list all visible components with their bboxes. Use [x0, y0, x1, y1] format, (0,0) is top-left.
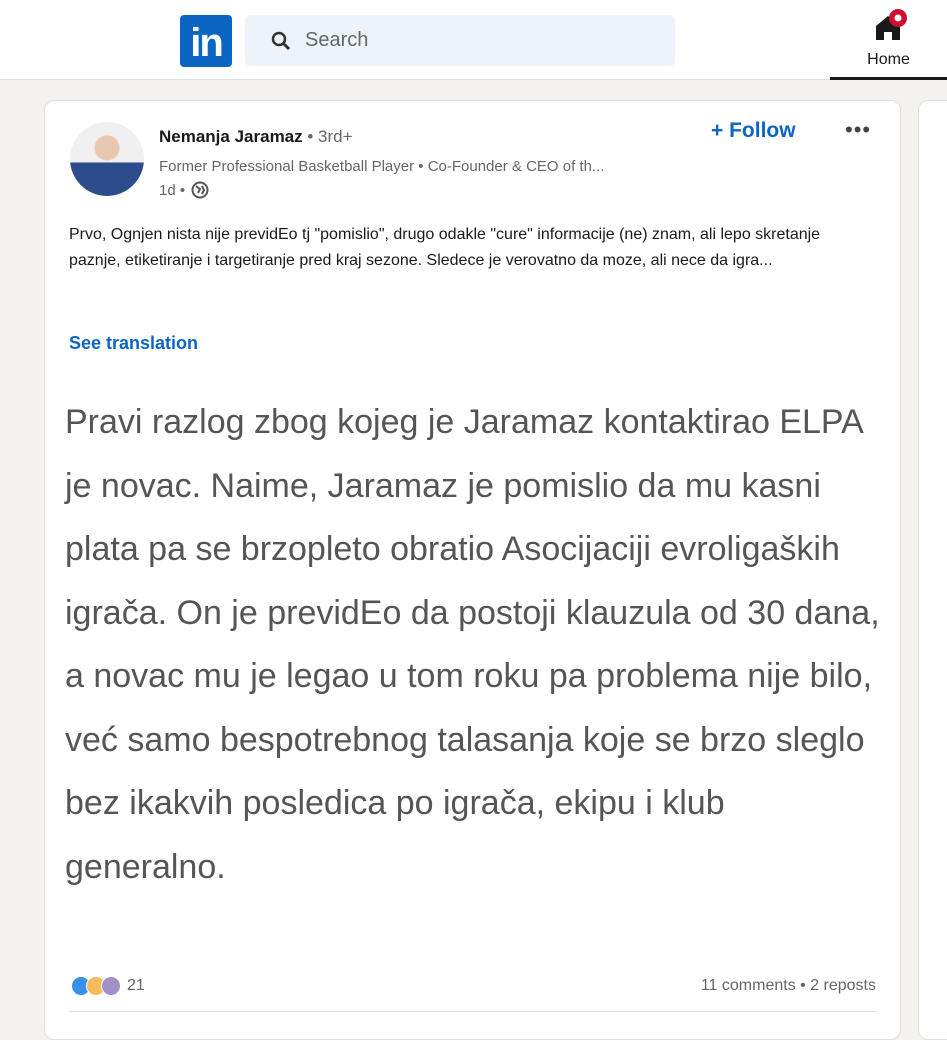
- connection-degree: • 3rd+: [307, 127, 353, 146]
- search-icon: [271, 31, 291, 51]
- post-meta: [159, 181, 209, 199]
- feed-post: [44, 100, 901, 1040]
- follow-button[interactable]: + Follow: [711, 119, 796, 142]
- divider: [69, 1011, 876, 1012]
- post-text: Prvo, Ognjen nista nije previdEo tj "pomislio", drugo odakle "cure" informacije (ne) znam, ali lepo skretanje paznje, etiketiranje i targetiranje pred kraj sezone. Sledece je verovatno da moze, ali nece da igra...: [69, 226, 821, 269]
- curious-reaction-icon: [101, 976, 121, 996]
- post-time: 1d •: [159, 181, 186, 199]
- reaction-count: 21: [127, 977, 145, 994]
- linkedin-logo[interactable]: in: [180, 15, 232, 67]
- nav-home[interactable]: [830, 0, 947, 80]
- avatar[interactable]: [70, 122, 144, 196]
- search-placeholder: Search: [305, 29, 369, 51]
- more-options-icon[interactable]: •••: [845, 117, 872, 142]
- author-name[interactable]: [159, 127, 353, 147]
- home-label: Home: [867, 51, 910, 68]
- home-icon: [874, 8, 908, 44]
- top-nav: [0, 0, 947, 80]
- author-headline: Former Professional Basketball Player • Co-Founder & CEO of th...: [159, 158, 605, 175]
- see-translation-link[interactable]: See translation: [69, 333, 199, 353]
- side-card: [918, 100, 947, 1040]
- author-name-text[interactable]: Nemanja Jaramaz: [159, 127, 303, 146]
- reactions-summary[interactable]: [71, 976, 145, 996]
- comments-reposts-count[interactable]: 11 comments • 2 reposts: [700, 977, 876, 994]
- post-image-text[interactable]: Pravi razlog zbog kojeg je Jaramaz kontaktirao ELPA je novac. Naime, Jaramaz je pomislio da mu kasni plata pa se brzopleto obratio Asocijaciji evroligaških igrača. On je previdEo da postoji klauzula od 30 dana, a novac mu je legao u tom roku pa problema nije bilo, već samo bespotrebnog talasanja koje se brzo sleglo bez ikakvih posledica po igrača, ekipu i klub generalno.: [65, 403, 880, 886]
- globe-icon: [191, 181, 209, 199]
- search-input[interactable]: [245, 15, 675, 66]
